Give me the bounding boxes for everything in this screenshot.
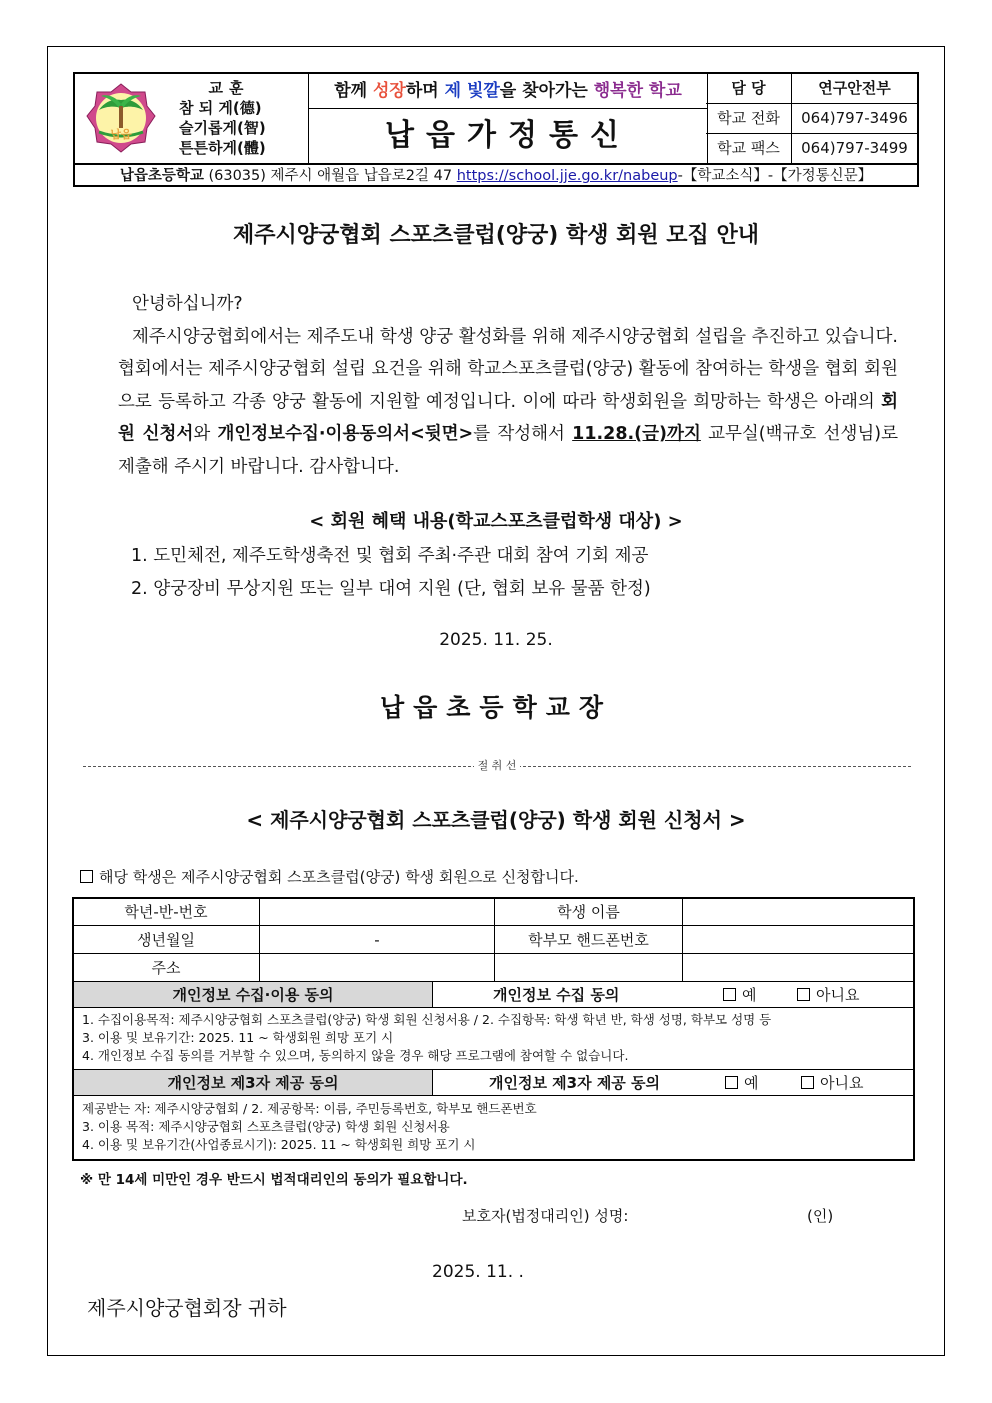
application-statement: 해당 학생은 제주시양궁협회 스포츠클럽(양궁) 학생 회원으로 신청합니다. [80,866,579,887]
consent2-details: 제공받는 자: 제주시양궁협회 / 2. 제공항목: 이름, 주민등록번호, 학부모 핸드폰번호 3. 이용 목적: 제주시양궁협회 스포츠클럽(양궁) 학생 회원 신청서용 4. 이용 및 보유기간(사업종료시기): 2025. 11 ~ 학생회원 희망 포기 시 [74,1095,913,1159]
seal-mark[interactable]: (인) [807,1207,834,1225]
school-name: 납읍초등학교 [119,168,204,184]
address-input[interactable] [260,954,495,982]
motto-line: 참 되 게(德) [179,99,262,117]
consent1-question-row: 개인정보 수집 동의 예 아니요 [433,981,913,1008]
contact-row: 학교 전화 064)797-3496 [706,104,917,134]
header-center [308,74,708,163]
consent1-details: 1. 수집이용목적: 제주시양궁협회 스포츠클럽(양궁) 학생 회원 신청서용 / 2. 수집항목: 학생 학년 반, 학생 성명, 학부모 성명 등 3. 이용 및 보유기간: 2025. 11 ~ 학생회원 희망 포기 시 4. 개인정보 수집 동의를 거부할 수 있으며, 동의하지 않을 경우 해당 프로그램에 참여할 수 없습니다. [74,1007,913,1069]
grade-input[interactable] [260,898,495,926]
label-grade: 학년-반-번호 [73,898,260,926]
form-date: 2025. 11. . [432,1262,524,1282]
motto-line: 슬기롭게(智) [179,119,266,137]
consent2-heading: 개인정보 제3자 제공 동의 [74,1069,433,1096]
benefits-list [131,540,651,605]
guardian-signature-line [462,1205,834,1226]
benefits-title: < 회원 혜택 내용(학교스포츠클럽학생 대상) > [309,511,683,532]
consent1-heading: 개인정보 수집·이용 동의 [74,981,433,1008]
cut-line [83,758,911,774]
newsletter-header [73,72,919,187]
principal-signature: 납읍초등학교장 [379,693,613,722]
address-input-extra[interactable] [495,954,683,982]
motto-title: 교훈 [208,79,250,97]
svg-text:납읍: 납읍 [110,128,132,141]
deadline: 11.28.(금)까지 [572,424,701,444]
school-motto [179,78,279,158]
application-form-table [72,897,915,982]
list-item: 2. 양궁장비 무상지원 또는 일부 대여 지원 (단, 협회 보유 물품 한정) [131,578,651,599]
notice-body [118,288,898,483]
url-suffix: -【학교소식】-【가정통신문】 [677,168,873,184]
checkbox-icon[interactable] [80,870,93,883]
label-parent-phone: 학부모 핸드폰번호 [495,926,683,954]
consent2-no-option[interactable]: 아니요 [801,1070,863,1096]
school-address: (63035) 제주시 애월읍 납읍로2길 47 [208,168,453,184]
address-input-extra[interactable] [683,954,915,982]
checkbox-icon [725,1076,738,1089]
notice-title: 제주시양궁협회 스포츠클럽(양궁) 학생 회원 모집 안내 [233,223,759,248]
label-student-name: 학생 이름 [495,898,683,926]
notice-date: 2025. 11. 25. [439,630,553,650]
consent1-yes-option[interactable]: 예 [723,982,757,1008]
form-title: < 제주시양궁협회 스포츠클럽(양궁) 학생 회원 신청서 > [246,808,746,832]
birth-input[interactable]: - [260,926,495,954]
parent-phone-input[interactable] [683,926,915,954]
addressee: 제주시양궁협회장 귀하 [87,1296,287,1320]
cut-line-label: 절 취 선 [474,759,521,772]
school-slogan: 함께 성장하며 제 빛깔을 찾아가는 행복한 학교 [309,74,707,109]
school-logo [85,82,157,154]
checkbox-icon [723,988,736,1001]
contact-row: 담 당 연구안전부 [706,74,917,104]
label-address: 주소 [73,954,260,982]
contact-box [706,74,917,163]
consent1-no-option[interactable]: 아니요 [797,982,859,1008]
student-name-input[interactable] [683,898,915,926]
contact-row: 학교 팩스 064)797-3499 [706,134,917,163]
consent2-yes-option[interactable]: 예 [725,1070,759,1096]
guardian-label: 보호자(법정대리인) 성명: [462,1207,629,1225]
label-birth: 생년월일 [73,926,260,954]
consent2-question-row: 개인정보 제3자 제공 동의 예 아니요 [433,1069,913,1096]
motto-line: 튼튼하게(體) [179,139,266,157]
list-item: 1. 도민체전, 제주도학생축전 및 협회 주최·주관 대회 참여 기회 제공 [131,546,649,566]
greeting: 안녕하십니까? [132,294,243,314]
notice-paragraph: 제주시양궁협회에서는 제주도내 학생 양궁 활성화를 위해 제주시양궁협회 설립을 추진하고 있습니다. 협회에서는 제주시양궁협회 설립 요건을 위해 학교스포츠클럽(양궁) 활동에 참여하는 학생을 협회 회원으로 등록하고 각종 양궁 활동에 지원할 예정입니다. 이에 따라 학생회원을 희망하는 학생은 아래의 회원 신청서와 개인정보수집·이용동의서<뒷면>를 작성해서 11.28.(금)까지 교무실(백규호 선생님)로 제출해 주시기 바랍니다. 감사합니다. [118,326,898,477]
school-url-link[interactable]: https://school.jje.go.kr/nabeup [456,168,678,184]
checkbox-icon [797,988,810,1001]
newsletter-title: 납읍가정통신 [385,118,631,153]
school-address-line [75,163,917,187]
checkbox-icon [801,1076,814,1089]
legal-guardian-note: ※ 만 14세 미만인 경우 반드시 법적대리인의 동의가 필요합니다. [80,1172,468,1188]
